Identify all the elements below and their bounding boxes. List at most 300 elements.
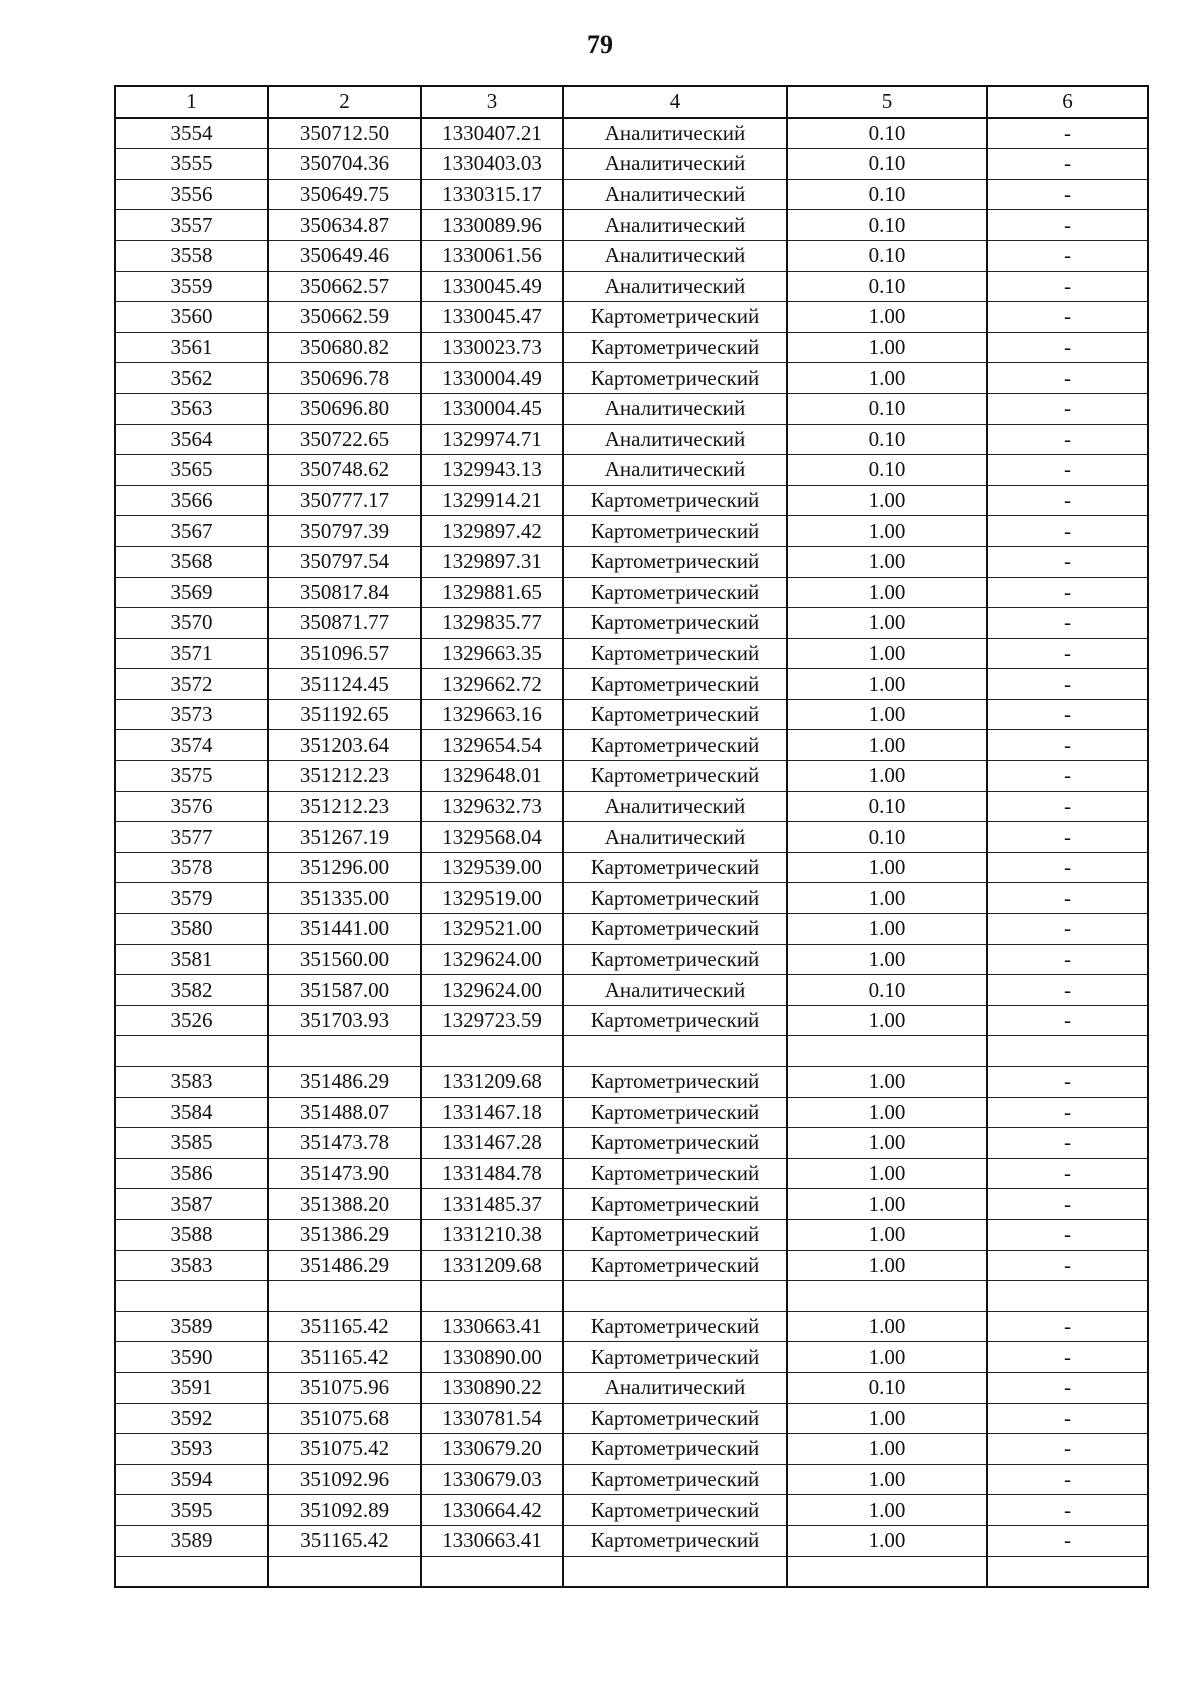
column-header-3: 3 xyxy=(421,86,563,118)
cell-note: - xyxy=(987,577,1148,608)
cell-note: - xyxy=(987,669,1148,700)
cell-point-number: 3560 xyxy=(115,302,268,333)
cell-method: Картометрический xyxy=(563,699,787,730)
cell-method: Аналитический xyxy=(563,791,787,822)
cell-accuracy: 0.10 xyxy=(787,210,987,241)
cell-method: Аналитический xyxy=(563,822,787,853)
cell-x-coordinate: 351075.96 xyxy=(268,1372,421,1403)
cell-accuracy: 0.10 xyxy=(787,240,987,271)
cell-accuracy: 1.00 xyxy=(787,1158,987,1189)
cell-y-coordinate xyxy=(421,1036,563,1067)
cell-method: Картометрический xyxy=(563,1189,787,1220)
cell-accuracy: 1.00 xyxy=(787,1067,987,1098)
cell-accuracy: 0.10 xyxy=(787,424,987,455)
cell-method: Картометрический xyxy=(563,1464,787,1495)
cell-point-number: 3554 xyxy=(115,118,268,149)
table-row xyxy=(115,485,1148,516)
cell-note: - xyxy=(987,485,1148,516)
column-header-4: 4 xyxy=(563,86,787,118)
cell-method: Аналитический xyxy=(563,1372,787,1403)
cell-x-coordinate: 351335.00 xyxy=(268,883,421,914)
cell-y-coordinate: 1331467.28 xyxy=(421,1128,563,1159)
cell-y-coordinate: 1329539.00 xyxy=(421,852,563,883)
cell-x-coordinate: 350696.78 xyxy=(268,363,421,394)
cell-x-coordinate: 351192.65 xyxy=(268,699,421,730)
cell-y-coordinate: 1329897.42 xyxy=(421,516,563,547)
cell-note: - xyxy=(987,608,1148,639)
cell-point-number: 3589 xyxy=(115,1525,268,1556)
cell-x-coordinate: 351212.23 xyxy=(268,761,421,792)
cell-x-coordinate: 351165.42 xyxy=(268,1525,421,1556)
cell-accuracy: 1.00 xyxy=(787,485,987,516)
cell-point-number: 3579 xyxy=(115,883,268,914)
cell-method: Аналитический xyxy=(563,393,787,424)
cell-x-coordinate: 351165.42 xyxy=(268,1342,421,1373)
cell-method: Картометрический xyxy=(563,852,787,883)
cell-accuracy: 1.00 xyxy=(787,302,987,333)
cell-method: Картометрический xyxy=(563,1219,787,1250)
cell-x-coordinate: 351388.20 xyxy=(268,1189,421,1220)
table-row xyxy=(115,1311,1148,1342)
cell-point-number: 3564 xyxy=(115,424,268,455)
cell-point-number: 3562 xyxy=(115,363,268,394)
cell-y-coordinate: 1330679.20 xyxy=(421,1434,563,1465)
cell-point-number: 3583 xyxy=(115,1250,268,1281)
cell-x-coordinate: 350748.62 xyxy=(268,455,421,486)
cell-note: - xyxy=(987,393,1148,424)
cell-method: Картометрический xyxy=(563,1005,787,1036)
cell-x-coordinate: 351075.42 xyxy=(268,1434,421,1465)
cell-note xyxy=(987,1281,1148,1312)
cell-note: - xyxy=(987,1434,1148,1465)
cell-note: - xyxy=(987,179,1148,210)
cell-point-number: 3571 xyxy=(115,638,268,669)
cell-y-coordinate: 1330045.47 xyxy=(421,302,563,333)
cell-y-coordinate: 1330663.41 xyxy=(421,1525,563,1556)
table-row xyxy=(115,1036,1148,1067)
cell-point-number: 3595 xyxy=(115,1495,268,1526)
cell-point-number: 3591 xyxy=(115,1372,268,1403)
cell-y-coordinate: 1330664.42 xyxy=(421,1495,563,1526)
cell-point-number: 3555 xyxy=(115,149,268,180)
cell-accuracy xyxy=(787,1036,987,1067)
cell-accuracy: 1.00 xyxy=(787,730,987,761)
cell-point-number: 3558 xyxy=(115,240,268,271)
cell-method: Картометрический xyxy=(563,914,787,945)
cell-note: - xyxy=(987,302,1148,333)
cell-note: - xyxy=(987,1464,1148,1495)
cell-note: - xyxy=(987,638,1148,669)
table-row xyxy=(115,1128,1148,1159)
page-number: 79 xyxy=(587,30,613,59)
cell-method: Картометрический xyxy=(563,1128,787,1159)
cell-y-coordinate: 1329568.04 xyxy=(421,822,563,853)
cell-y-coordinate: 1330089.96 xyxy=(421,210,563,241)
cell-method: Картометрический xyxy=(563,1434,787,1465)
cell-x-coordinate xyxy=(268,1281,421,1312)
cell-x-coordinate: 351075.68 xyxy=(268,1403,421,1434)
cell-y-coordinate: 1330023.73 xyxy=(421,332,563,363)
cell-point-number: 3567 xyxy=(115,516,268,547)
cell-method: Картометрический xyxy=(563,638,787,669)
cell-note: - xyxy=(987,118,1148,149)
cell-x-coordinate: 351165.42 xyxy=(268,1311,421,1342)
cell-note: - xyxy=(987,455,1148,486)
cell-point-number: 3566 xyxy=(115,485,268,516)
table-row xyxy=(115,1342,1148,1373)
cell-point-number: 3589 xyxy=(115,1311,268,1342)
table-row xyxy=(115,516,1148,547)
cell-point-number: 3592 xyxy=(115,1403,268,1434)
cell-accuracy: 1.00 xyxy=(787,1250,987,1281)
cell-note: - xyxy=(987,516,1148,547)
cell-point-number: 3583 xyxy=(115,1067,268,1098)
cell-note: - xyxy=(987,424,1148,455)
cell-note: - xyxy=(987,1311,1148,1342)
table-row xyxy=(115,546,1148,577)
cell-accuracy xyxy=(787,1281,987,1312)
cell-x-coordinate: 351486.29 xyxy=(268,1067,421,1098)
cell-accuracy: 0.10 xyxy=(787,179,987,210)
table-row xyxy=(115,761,1148,792)
cell-point-number: 3593 xyxy=(115,1434,268,1465)
cell-x-coordinate: 351212.23 xyxy=(268,791,421,822)
cell-x-coordinate: 351092.89 xyxy=(268,1495,421,1526)
cell-note: - xyxy=(987,1372,1148,1403)
cell-method: Картометрический xyxy=(563,1525,787,1556)
cell-method: Картометрический xyxy=(563,944,787,975)
cell-y-coordinate: 1330403.03 xyxy=(421,149,563,180)
cell-accuracy: 1.00 xyxy=(787,363,987,394)
cell-point-number: 3587 xyxy=(115,1189,268,1220)
cell-method: Картометрический xyxy=(563,516,787,547)
table-row xyxy=(115,608,1148,639)
cell-y-coordinate: 1329624.00 xyxy=(421,944,563,975)
cell-x-coordinate: 351124.45 xyxy=(268,669,421,700)
table-row xyxy=(115,363,1148,394)
cell-point-number: 3577 xyxy=(115,822,268,853)
cell-y-coordinate: 1329897.31 xyxy=(421,546,563,577)
cell-point-number: 3594 xyxy=(115,1464,268,1495)
cell-note: - xyxy=(987,1403,1148,1434)
cell-y-coordinate: 1329835.77 xyxy=(421,608,563,639)
cell-method: Картометрический xyxy=(563,761,787,792)
cell-accuracy: 0.10 xyxy=(787,455,987,486)
table-row xyxy=(115,393,1148,424)
cell-note: - xyxy=(987,883,1148,914)
cell-accuracy: 1.00 xyxy=(787,546,987,577)
cell-method: Картометрический xyxy=(563,669,787,700)
cell-y-coordinate: 1329943.13 xyxy=(421,455,563,486)
cell-y-coordinate: 1330407.21 xyxy=(421,118,563,149)
cell-note xyxy=(987,1036,1148,1067)
cell-method: Картометрический xyxy=(563,1311,787,1342)
table-row xyxy=(115,1219,1148,1250)
cell-y-coordinate: 1329654.54 xyxy=(421,730,563,761)
table-row xyxy=(115,577,1148,608)
cell-method: Картометрический xyxy=(563,883,787,914)
cell-method: Картометрический xyxy=(563,1097,787,1128)
cell-method: Картометрический xyxy=(563,485,787,516)
cell-x-coordinate: 351096.57 xyxy=(268,638,421,669)
cell-y-coordinate: 1330061.56 xyxy=(421,240,563,271)
cell-method: Аналитический xyxy=(563,424,787,455)
cell-x-coordinate: 351267.19 xyxy=(268,822,421,853)
cell-note: - xyxy=(987,1067,1148,1098)
cell-y-coordinate: 1330004.49 xyxy=(421,363,563,394)
cell-note: - xyxy=(987,1525,1148,1556)
cell-method: Картометрический xyxy=(563,332,787,363)
cell-point-number: 3563 xyxy=(115,393,268,424)
cell-x-coordinate xyxy=(268,1036,421,1067)
cell-y-coordinate: 1329521.00 xyxy=(421,914,563,945)
table-row xyxy=(115,149,1148,180)
table-row xyxy=(115,1372,1148,1403)
cell-y-coordinate: 1331467.18 xyxy=(421,1097,563,1128)
table-row xyxy=(115,1097,1148,1128)
table-row xyxy=(115,1005,1148,1036)
cell-method: Картометрический xyxy=(563,730,787,761)
cell-note: - xyxy=(987,944,1148,975)
cell-y-coordinate: 1330045.49 xyxy=(421,271,563,302)
cell-x-coordinate: 350797.54 xyxy=(268,546,421,577)
cell-method xyxy=(563,1556,787,1587)
cell-point-number: 3590 xyxy=(115,1342,268,1373)
cell-x-coordinate: 350777.17 xyxy=(268,485,421,516)
cell-accuracy: 1.00 xyxy=(787,914,987,945)
cell-accuracy: 1.00 xyxy=(787,608,987,639)
cell-y-coordinate: 1329624.00 xyxy=(421,975,563,1006)
cell-x-coordinate: 350817.84 xyxy=(268,577,421,608)
cell-x-coordinate: 351587.00 xyxy=(268,975,421,1006)
cell-y-coordinate: 1330663.41 xyxy=(421,1311,563,1342)
cell-point-number: 3581 xyxy=(115,944,268,975)
cell-method: Картометрический xyxy=(563,1495,787,1526)
cell-accuracy: 1.00 xyxy=(787,332,987,363)
cell-note: - xyxy=(987,149,1148,180)
table-row xyxy=(115,302,1148,333)
cell-note: - xyxy=(987,1128,1148,1159)
cell-x-coordinate: 351386.29 xyxy=(268,1219,421,1250)
table-row xyxy=(115,1281,1148,1312)
cell-x-coordinate: 351203.64 xyxy=(268,730,421,761)
cell-note: - xyxy=(987,1219,1148,1250)
cell-point-number: 3570 xyxy=(115,608,268,639)
cell-point-number: 3588 xyxy=(115,1219,268,1250)
cell-y-coordinate: 1329648.01 xyxy=(421,761,563,792)
cell-accuracy: 1.00 xyxy=(787,1464,987,1495)
cell-x-coordinate: 350871.77 xyxy=(268,608,421,639)
cell-accuracy: 1.00 xyxy=(787,1219,987,1250)
cell-method: Аналитический xyxy=(563,149,787,180)
cell-x-coordinate: 350662.57 xyxy=(268,271,421,302)
column-header-6: 6 xyxy=(987,86,1148,118)
cell-accuracy: 1.00 xyxy=(787,1097,987,1128)
cell-point-number xyxy=(115,1556,268,1587)
cell-accuracy: 0.10 xyxy=(787,791,987,822)
cell-accuracy: 1.00 xyxy=(787,1434,987,1465)
cell-x-coordinate: 351296.00 xyxy=(268,852,421,883)
cell-note: - xyxy=(987,1005,1148,1036)
table-row xyxy=(115,852,1148,883)
cell-x-coordinate: 350696.80 xyxy=(268,393,421,424)
cell-x-coordinate: 351473.78 xyxy=(268,1128,421,1159)
cell-y-coordinate: 1329723.59 xyxy=(421,1005,563,1036)
cell-point-number: 3526 xyxy=(115,1005,268,1036)
table-row xyxy=(115,730,1148,761)
cell-y-coordinate: 1329663.16 xyxy=(421,699,563,730)
cell-x-coordinate: 350712.50 xyxy=(268,118,421,149)
cell-note: - xyxy=(987,332,1148,363)
cell-note: - xyxy=(987,791,1148,822)
cell-accuracy: 1.00 xyxy=(787,1525,987,1556)
cell-point-number: 3557 xyxy=(115,210,268,241)
cell-method: Картометрический xyxy=(563,1250,787,1281)
cell-y-coordinate: 1331209.68 xyxy=(421,1067,563,1098)
table-row xyxy=(115,271,1148,302)
cell-method: Аналитический xyxy=(563,179,787,210)
cell-accuracy: 1.00 xyxy=(787,699,987,730)
cell-method: Аналитический xyxy=(563,271,787,302)
cell-method: Картометрический xyxy=(563,608,787,639)
cell-x-coordinate: 350680.82 xyxy=(268,332,421,363)
cell-note: - xyxy=(987,1158,1148,1189)
cell-point-number: 3561 xyxy=(115,332,268,363)
cell-note: - xyxy=(987,1189,1148,1220)
cell-accuracy: 0.10 xyxy=(787,975,987,1006)
table-row xyxy=(115,1189,1148,1220)
table-row xyxy=(115,1495,1148,1526)
column-header-2: 2 xyxy=(268,86,421,118)
cell-point-number: 3586 xyxy=(115,1158,268,1189)
cell-y-coordinate: 1331209.68 xyxy=(421,1250,563,1281)
cell-method: Аналитический xyxy=(563,455,787,486)
table-row xyxy=(115,118,1148,149)
cell-accuracy: 1.00 xyxy=(787,761,987,792)
cell-accuracy: 1.00 xyxy=(787,1342,987,1373)
cell-method: Картометрический xyxy=(563,1403,787,1434)
cell-point-number: 3574 xyxy=(115,730,268,761)
cell-point-number xyxy=(115,1036,268,1067)
cell-note: - xyxy=(987,730,1148,761)
table-row xyxy=(115,883,1148,914)
cell-point-number: 3569 xyxy=(115,577,268,608)
table-row xyxy=(115,1403,1148,1434)
cell-accuracy: 1.00 xyxy=(787,944,987,975)
table-body xyxy=(115,86,1148,1587)
cell-y-coordinate: 1331485.37 xyxy=(421,1189,563,1220)
table-row xyxy=(115,669,1148,700)
cell-point-number: 3578 xyxy=(115,852,268,883)
table-row xyxy=(115,1067,1148,1098)
cell-y-coordinate: 1331210.38 xyxy=(421,1219,563,1250)
column-header-5: 5 xyxy=(787,86,987,118)
cell-accuracy: 1.00 xyxy=(787,883,987,914)
cell-accuracy: 1.00 xyxy=(787,1403,987,1434)
table-row xyxy=(115,822,1148,853)
cell-accuracy: 1.00 xyxy=(787,1311,987,1342)
cell-note: - xyxy=(987,914,1148,945)
table-row xyxy=(115,179,1148,210)
cell-point-number: 3565 xyxy=(115,455,268,486)
cell-y-coordinate: 1329519.00 xyxy=(421,883,563,914)
cell-method: Аналитический xyxy=(563,975,787,1006)
cell-x-coordinate: 351092.96 xyxy=(268,1464,421,1495)
cell-y-coordinate: 1329914.21 xyxy=(421,485,563,516)
cell-x-coordinate: 350797.39 xyxy=(268,516,421,547)
cell-x-coordinate: 350722.65 xyxy=(268,424,421,455)
cell-note: - xyxy=(987,1342,1148,1373)
table-row xyxy=(115,944,1148,975)
table-row xyxy=(115,1250,1148,1281)
cell-note: - xyxy=(987,546,1148,577)
cell-x-coordinate: 350649.46 xyxy=(268,240,421,271)
cell-point-number: 3580 xyxy=(115,914,268,945)
cell-accuracy: 0.10 xyxy=(787,393,987,424)
cell-x-coordinate: 350662.59 xyxy=(268,302,421,333)
cell-method: Картометрический xyxy=(563,1342,787,1373)
cell-accuracy: 1.00 xyxy=(787,1495,987,1526)
table-row xyxy=(115,332,1148,363)
cell-x-coordinate xyxy=(268,1556,421,1587)
table-row xyxy=(115,1556,1148,1587)
cell-y-coordinate xyxy=(421,1556,563,1587)
cell-x-coordinate: 351441.00 xyxy=(268,914,421,945)
cell-y-coordinate: 1329974.71 xyxy=(421,424,563,455)
table-row xyxy=(115,975,1148,1006)
table-row xyxy=(115,1434,1148,1465)
table-row xyxy=(115,210,1148,241)
table-row xyxy=(115,914,1148,945)
cell-point-number: 3572 xyxy=(115,669,268,700)
table-row xyxy=(115,1464,1148,1495)
cell-point-number: 3582 xyxy=(115,975,268,1006)
table-row xyxy=(115,240,1148,271)
cell-x-coordinate: 351473.90 xyxy=(268,1158,421,1189)
cell-method: Картометрический xyxy=(563,1158,787,1189)
cell-note: - xyxy=(987,761,1148,792)
cell-x-coordinate: 351560.00 xyxy=(268,944,421,975)
cell-y-coordinate: 1329881.65 xyxy=(421,577,563,608)
cell-accuracy: 1.00 xyxy=(787,516,987,547)
cell-accuracy: 1.00 xyxy=(787,577,987,608)
cell-accuracy: 1.00 xyxy=(787,1128,987,1159)
cell-note: - xyxy=(987,363,1148,394)
cell-accuracy: 0.10 xyxy=(787,271,987,302)
cell-method: Картометрический xyxy=(563,546,787,577)
cell-point-number: 3585 xyxy=(115,1128,268,1159)
cell-note: - xyxy=(987,1097,1148,1128)
cell-note: - xyxy=(987,1495,1148,1526)
cell-method: Картометрический xyxy=(563,577,787,608)
coordinates-table xyxy=(114,85,1149,1588)
cell-x-coordinate: 351703.93 xyxy=(268,1005,421,1036)
cell-note: - xyxy=(987,271,1148,302)
cell-note: - xyxy=(987,1250,1148,1281)
cell-accuracy: 0.10 xyxy=(787,149,987,180)
cell-method: Аналитический xyxy=(563,210,787,241)
cell-point-number: 3584 xyxy=(115,1097,268,1128)
cell-note xyxy=(987,1556,1148,1587)
cell-note: - xyxy=(987,210,1148,241)
cell-y-coordinate: 1331484.78 xyxy=(421,1158,563,1189)
cell-accuracy: 1.00 xyxy=(787,852,987,883)
cell-y-coordinate: 1329662.72 xyxy=(421,669,563,700)
cell-x-coordinate: 351486.29 xyxy=(268,1250,421,1281)
table-row xyxy=(115,1158,1148,1189)
cell-point-number: 3575 xyxy=(115,761,268,792)
cell-method: Картометрический xyxy=(563,1067,787,1098)
